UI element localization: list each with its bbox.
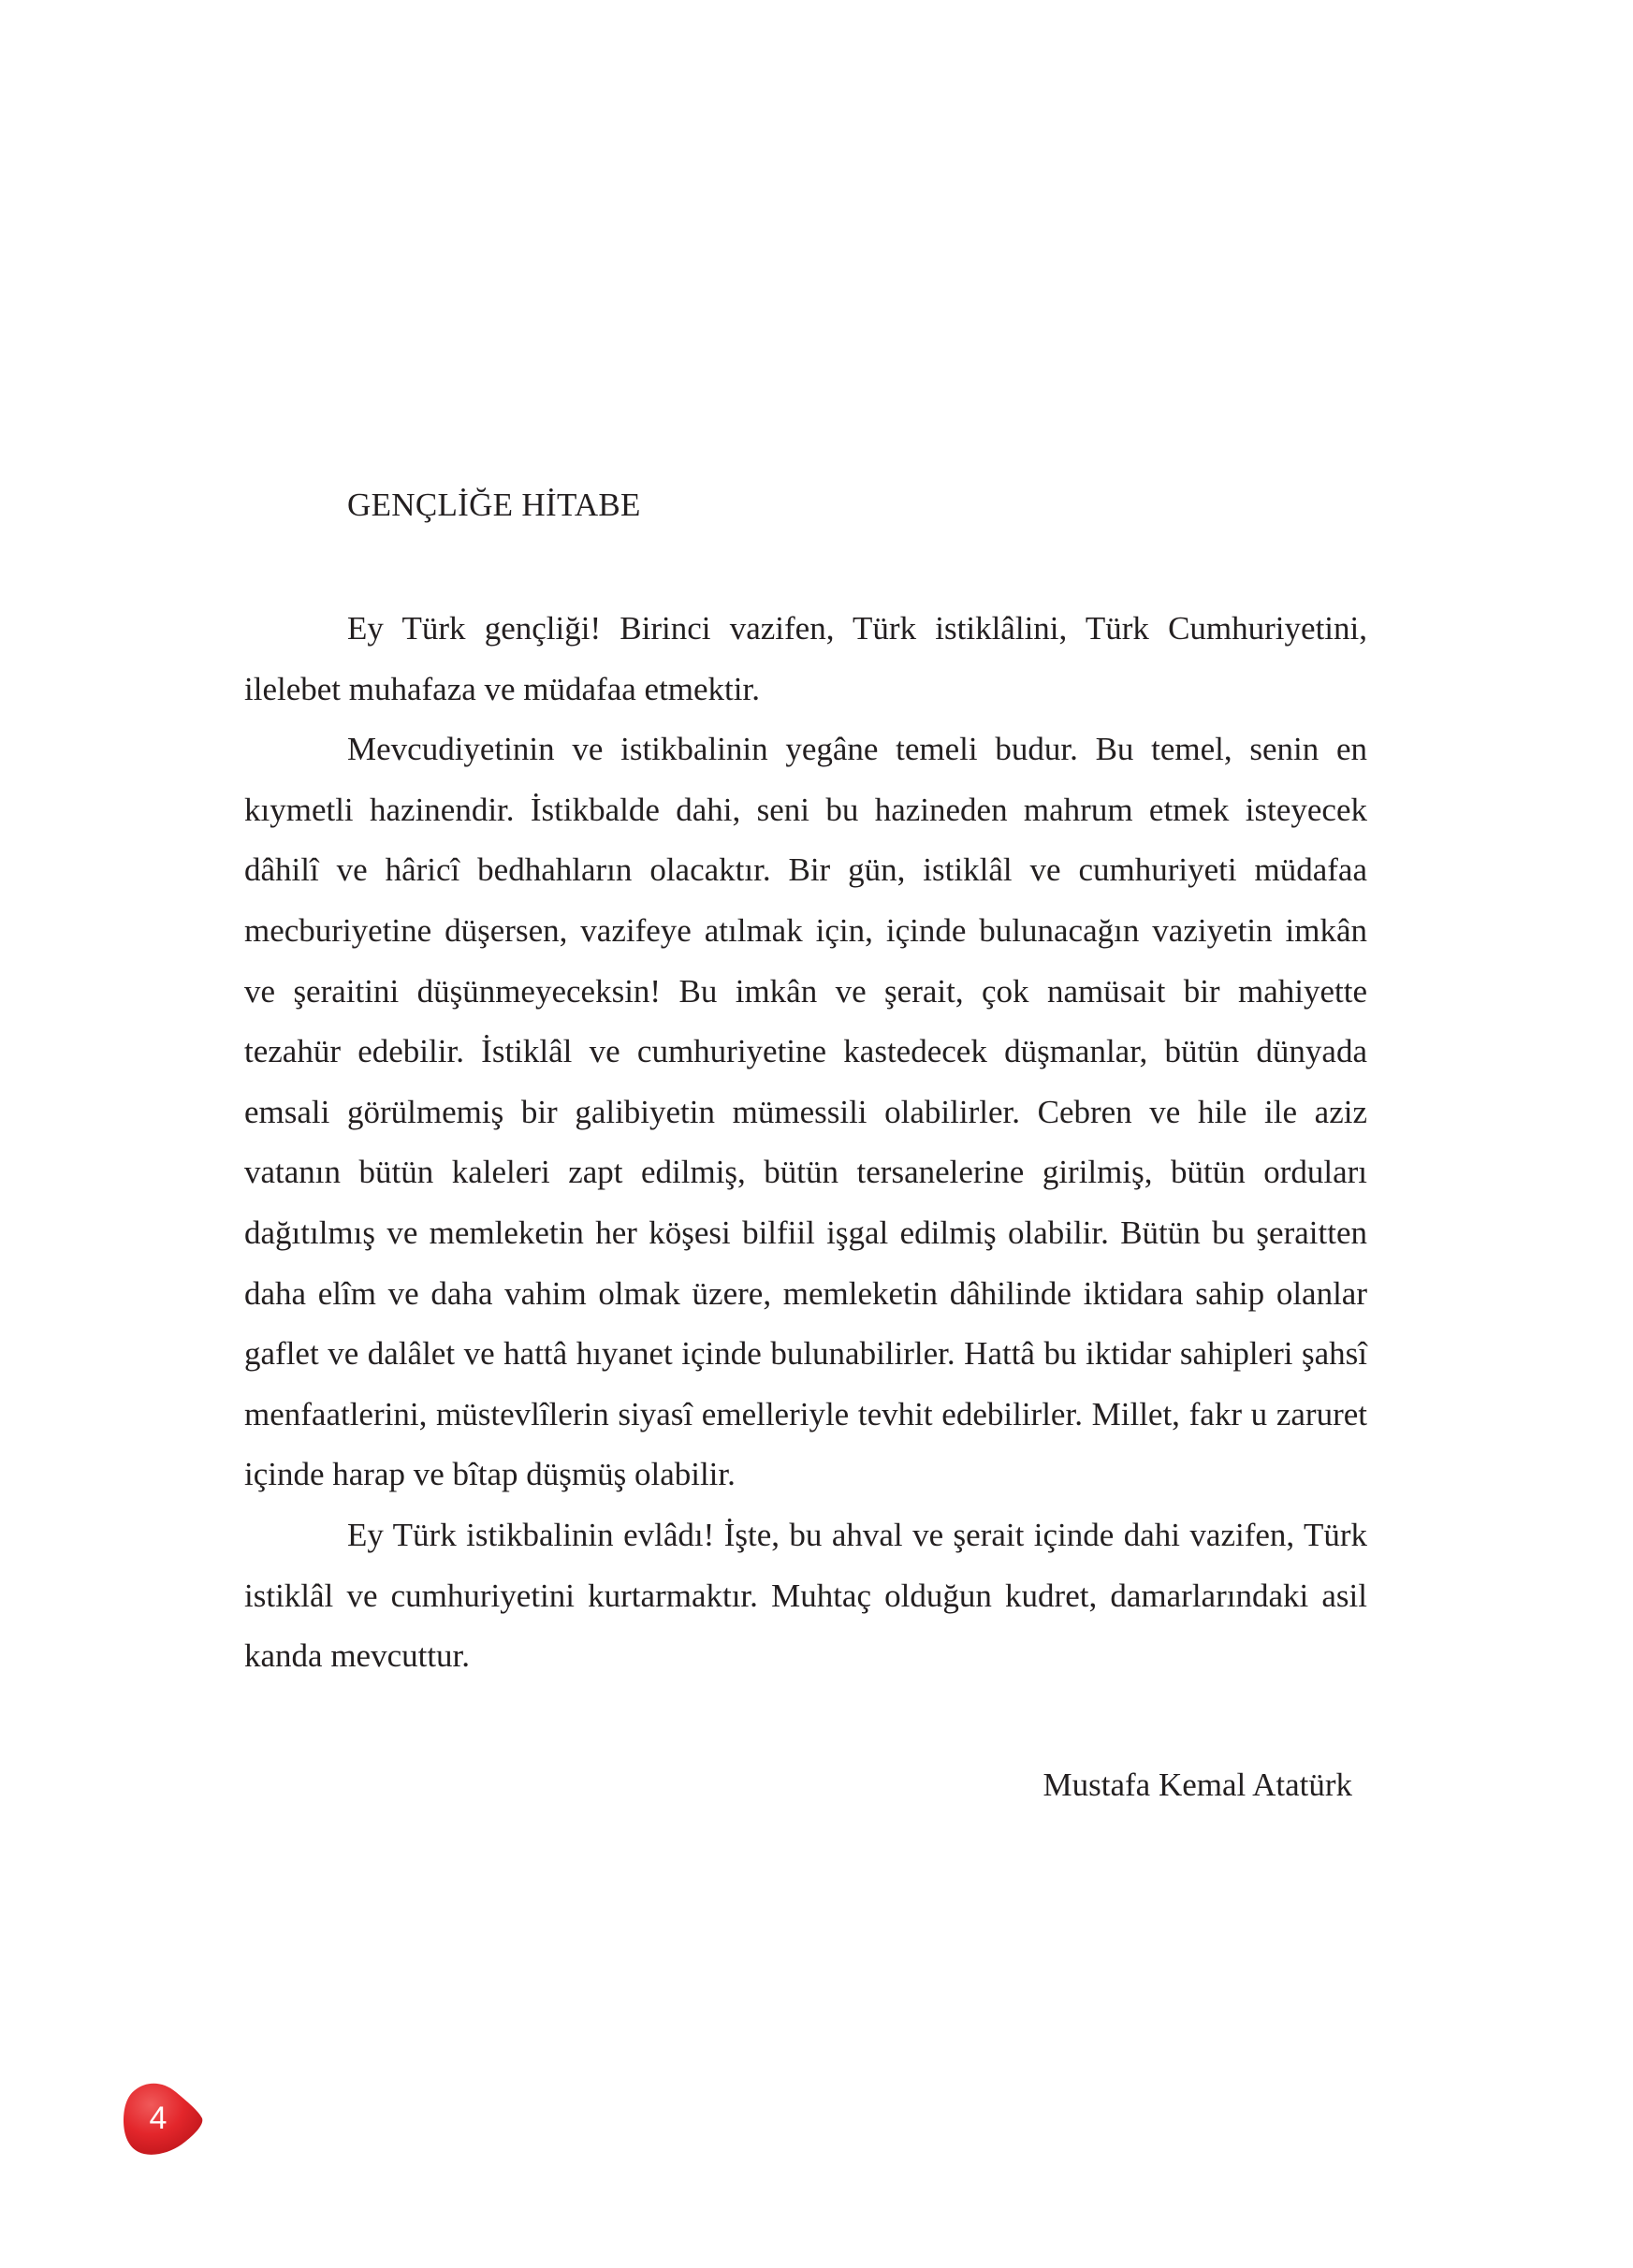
paragraph-2: Mevcudiyetinin ve istikbalinin yegâne temeli budur. Bu temel, senin en kıymetli hazinendir. İstikbalde dahi, seni bu hazineden mahrum etmek isteyecek dâhilî ve hâricî bedhahların olacaktır. Bir gün, istiklâl ve cumhuriyeti müdafaa mecburiyetine düşersen, vazifeye atılmak için, içinde bulunacağın vaziyetin imkân ve şeraitini düşünmeyeceksin! Bu imkân ve şerait, çok namüsait bir mahiyette tezahür edebilir. İstiklâl ve cumhuriyetine kastedecek düşmanlar, bütün dünyada emsali görülmemiş bir galibiyetin mümessili olabilirler. Cebren ve hile ile aziz vatanın bütün kaleleri zapt edilmiş, bütün tersanelerine girilmiş, bütün orduları dağıtılmış ve memleketin her köşesi bilfiil işgal edilmiş olabilir. Bütün bu şeraitten daha elîm ve daha vahim olmak üzere, memleketin dâhilinde iktidara sahip olanlar gaflet ve dalâlet ve hattâ hıyanet içinde bulunabilirler. Hattâ bu iktidar sahipleri şahsî menfaatlerini, müstevlîlerin siyasî emelleriyle tevhit edebilirler. Millet, fakr u zaruret içinde harap ve bîtap düşmüş olabilir. [244,731,1367,1493]
signature: Mustafa Kemal Atatürk [1042,1766,1352,1803]
address-body [244,599,1367,1687]
page-number-badge [122,2079,208,2158]
page-title: GENÇLİĞE HİTABE [347,487,641,523]
paragraph-1: Ey Türk gençliği! Birinci vazifen, Türk istiklâlini, Türk Cumhuriyetini, ilelebet muhafaza ve müdafaa etmektir. [244,610,1367,707]
paragraph-3: Ey Türk istikbalinin evlâdı! İşte, bu ahval ve şerait içinde dahi vazifen, Türk istiklâl ve cumhuriyetini kurtarmaktır. Muhtaç olduğun kudret, damarlarındaki asil kanda mevcuttur. [244,1516,1367,1675]
page-number: 4 [149,2100,168,2136]
